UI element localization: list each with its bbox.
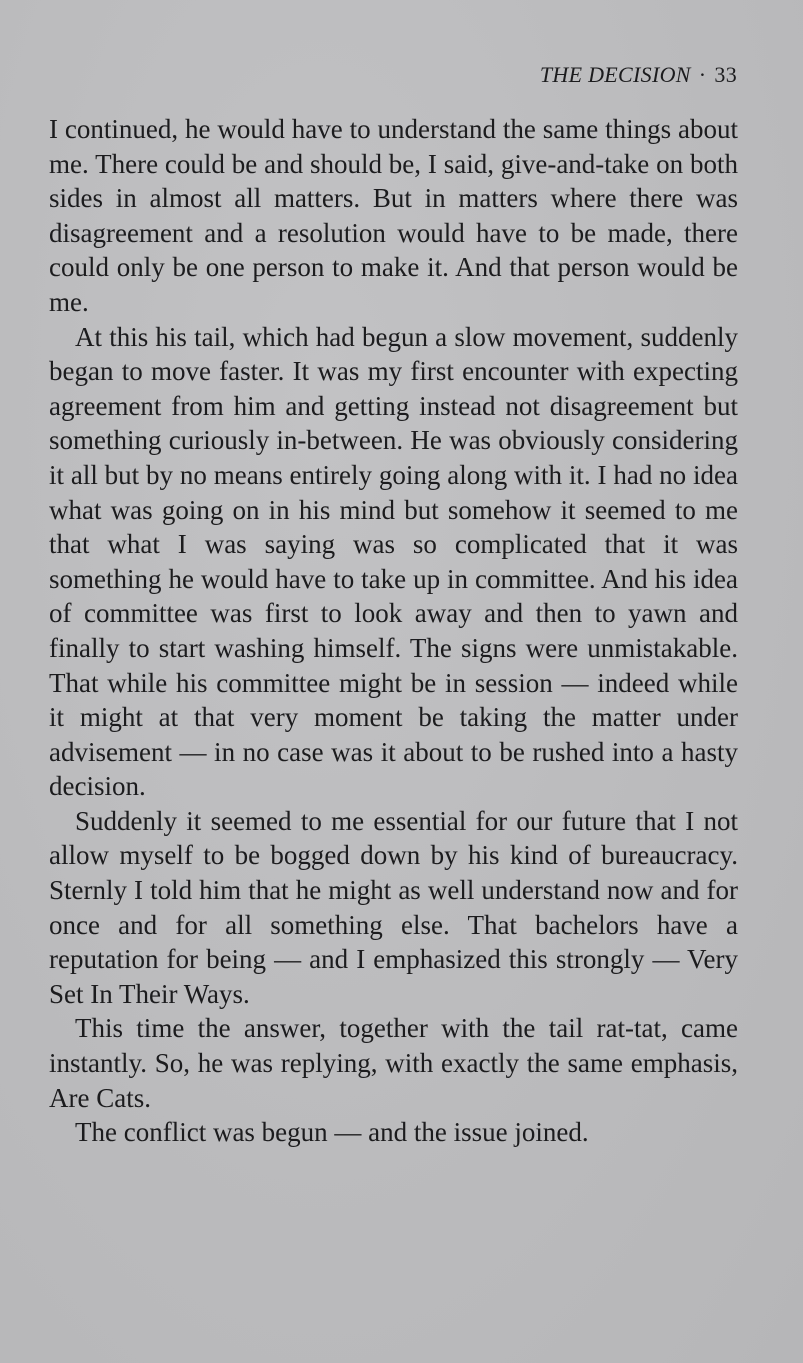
page-number: 33 bbox=[714, 62, 737, 87]
chapter-title: THE DECISION bbox=[539, 62, 691, 87]
paragraph-3: Suddenly it seemed to me essential for our future that I not allow myself to be bogged down by his kind of bureaucracy. Sternly I told him that he might as well understand now and for once and for all something else. That bachelors have a reputation for being — and I emphasized this strongly — Very Set In Their Ways. bbox=[49, 805, 738, 1009]
paragraph-4: This time the answer, together with the tail rat-tat, came instantly. So, he was replying, with exactly the same emphasis, Are Cats. bbox=[49, 1013, 738, 1113]
body-text bbox=[49, 112, 738, 1150]
paragraph-5: The conflict was begun — and the issue joined. bbox=[75, 1117, 589, 1148]
running-head bbox=[540, 62, 737, 88]
running-head-separator: · bbox=[698, 62, 707, 87]
paragraph-2: At this his tail, which had begun a slow movement, suddenly began to move faster. It was my first encounter with expecting agreement from him and getting instead not disagreement but something curiously in-between. He was obviously considering it all but by no means entirely going along with it. I had no idea what was going on in his mind but somehow it seemed to me that what I was saying was so complicated that it was something he would have to take up in committee. And his idea of committee was first to look away and then to yawn and finally to start washing himself. The signs were unmistakable. That while his committee might be in session — indeed while it might at that very moment be taking the matter under advisement — in no case was it about to be rushed into a hasty decision. bbox=[49, 321, 738, 802]
paragraph-1: I continued, he would have to understand the same things about me. There could be and should be, I said, give-and-take on both sides in almost all matters. But in matters where there was disagreement and a resolution would have to be made, there could only be one person to make it. And that person would be me. bbox=[49, 114, 738, 317]
